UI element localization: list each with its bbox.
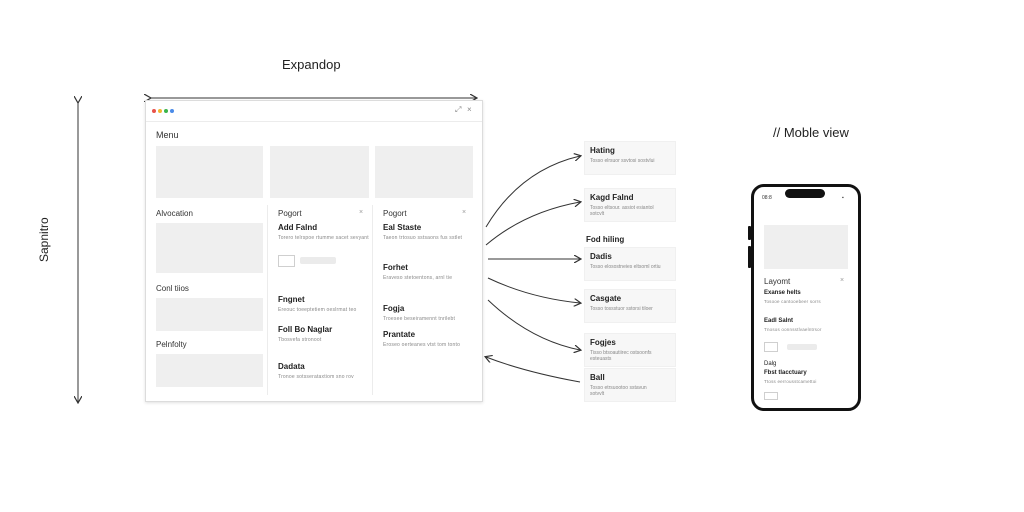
mobile-input-bar[interactable] [787, 344, 817, 350]
phone-status-time: 08:8 [762, 195, 772, 201]
phone-status-icons: ▪ [842, 195, 844, 201]
detail-card-2-title: Kagd Falnd [590, 193, 634, 202]
mobile-item-1-title: Exanse helts [764, 290, 801, 296]
floating-label: Fod hiling [586, 235, 625, 244]
window-close-icon[interactable]: × [467, 105, 472, 114]
detail-card-6-desc: Tosso etrsuootoo sstavun [590, 385, 647, 391]
side-dimension-label: Sapnitro [37, 217, 51, 262]
right-item-3-title: Fogja [383, 304, 405, 313]
middle-item-1-desc: Torero telrspoe rtumme sacet sevyant [278, 235, 369, 241]
right-column-header: Pogort [383, 209, 407, 218]
middle-item-4-desc: Tronoe sotsserataxtiom sno rov [278, 374, 354, 380]
mobile-phone-frame [751, 184, 861, 411]
minimize-dot-icon[interactable] [158, 109, 162, 113]
left-section-2-label: Conl tiios [156, 284, 189, 293]
mobile-hero-placeholder [764, 225, 848, 269]
extra-dot-icon[interactable] [170, 109, 174, 113]
mobile-item-2-title: Eadl Salnt [764, 318, 794, 324]
detail-card-6[interactable] [584, 368, 676, 402]
connector-arrow-2 [486, 202, 580, 245]
detail-card-1-desc: Tosso elrsuor ssvtosi sostvlui [590, 158, 655, 164]
left-placeholder-1 [156, 223, 263, 273]
placeholder-card-3[interactable] [375, 146, 473, 198]
detail-card-1-title: Hating [590, 146, 615, 155]
detail-card-6-desc2: sotvvlt [590, 391, 605, 397]
detail-card-3-title: Dadis [590, 252, 612, 261]
detail-card-4[interactable] [584, 289, 676, 323]
right-close-icon[interactable]: × [462, 209, 467, 216]
middle-close-icon[interactable]: × [359, 209, 364, 216]
right-item-3-desc: Troesee beseiramennt tnrilebt [383, 316, 456, 322]
detail-card-3-desc: Tosso elosostneies eltsoml ortiu [590, 264, 661, 270]
column-divider-2 [372, 205, 373, 395]
right-item-2-title: Forhet [383, 263, 408, 272]
middle-column-header: Pogort [278, 209, 302, 218]
phone-notch [785, 189, 825, 198]
middle-input-bar[interactable] [300, 257, 336, 264]
mobile-close-icon[interactable]: × [840, 277, 845, 284]
detail-card-3[interactable] [584, 247, 676, 281]
detail-card-5[interactable] [584, 333, 676, 367]
resize-icon[interactable]: ⤢ [455, 105, 462, 114]
mobile-checkbox[interactable] [764, 342, 778, 352]
connector-arrow-5 [488, 300, 580, 350]
placeholder-card-1[interactable] [156, 146, 263, 198]
mobile-bottom-checkbox[interactable] [764, 392, 778, 400]
left-section-1-label: Alvocation [156, 209, 193, 218]
detail-card-2[interactable] [584, 188, 676, 222]
detail-card-6-title: Ball [590, 373, 605, 382]
right-item-4-title: Prantate [383, 330, 416, 339]
middle-item-4-title: Dadata [278, 362, 305, 371]
right-item-1-title: Eal Staste [383, 223, 422, 232]
desktop-window [145, 100, 483, 402]
mobile-item-4-desc: Ttoss eerrousstcamettoi [764, 379, 817, 384]
top-dimension-label: Expandop [282, 57, 341, 72]
right-item-2-desc: Eraveso stetoentons, arnl tie [383, 275, 453, 281]
middle-item-2-desc: Ereouc toeeptetiem oeslrmat teo [278, 307, 357, 313]
middle-item-3-title: Foll Bo Naglar [278, 325, 333, 334]
detail-card-5-title: Fogjes [590, 338, 616, 347]
left-section-3-label: Pelnfolty [156, 340, 187, 349]
close-dot-icon[interactable] [152, 109, 156, 113]
mobile-item-3-title: Dalg [764, 361, 777, 367]
detail-card-2-desc: Tosso eltsour. assiot esiantol [590, 205, 654, 211]
middle-item-2-title: Fngnet [278, 295, 305, 304]
maximize-dot-icon[interactable] [164, 109, 168, 113]
placeholder-card-2[interactable] [270, 146, 369, 198]
connector-arrow-4 [488, 278, 580, 303]
mobile-item-1-desc: Tosooe cantooebeer sorrs [764, 299, 821, 304]
middle-item-3-desc: Tbosvefa stronoot [278, 337, 322, 343]
mobile-item-2-desc: Tnosos oonnsstlvaelntrsor [764, 327, 822, 332]
menu-label: Menu [156, 130, 179, 140]
column-divider-1 [267, 205, 268, 395]
middle-checkbox[interactable] [278, 255, 295, 267]
detail-card-4-desc: Tosso tossstuor sstorsi tiloer [590, 306, 653, 312]
left-placeholder-3 [156, 354, 263, 387]
mobile-item-4-title: Fbst tlacctuary [764, 370, 807, 376]
window-titlebar [146, 101, 482, 122]
detail-card-1[interactable] [584, 141, 676, 175]
mobile-section-label: Layomt [764, 277, 791, 286]
right-item-4-desc: Eroseo oerteanes vtst tom tonto [383, 342, 461, 348]
connector-arrow-6 [486, 357, 580, 382]
right-item-1-desc: Taeon trtosuo sstsaons fus sstlet [383, 235, 463, 241]
middle-item-1-title: Add Falnd [278, 223, 318, 232]
detail-card-2-desc2: sotcvlt [590, 211, 605, 217]
detail-card-4-title: Casgate [590, 294, 622, 303]
detail-card-5-desc2: esteuasts [590, 356, 612, 362]
left-placeholder-2 [156, 298, 263, 331]
detail-card-5-desc: Tisso btsoautiirec ostsoonfs [590, 350, 652, 356]
mobile-view-title: // Moble view [773, 125, 849, 140]
